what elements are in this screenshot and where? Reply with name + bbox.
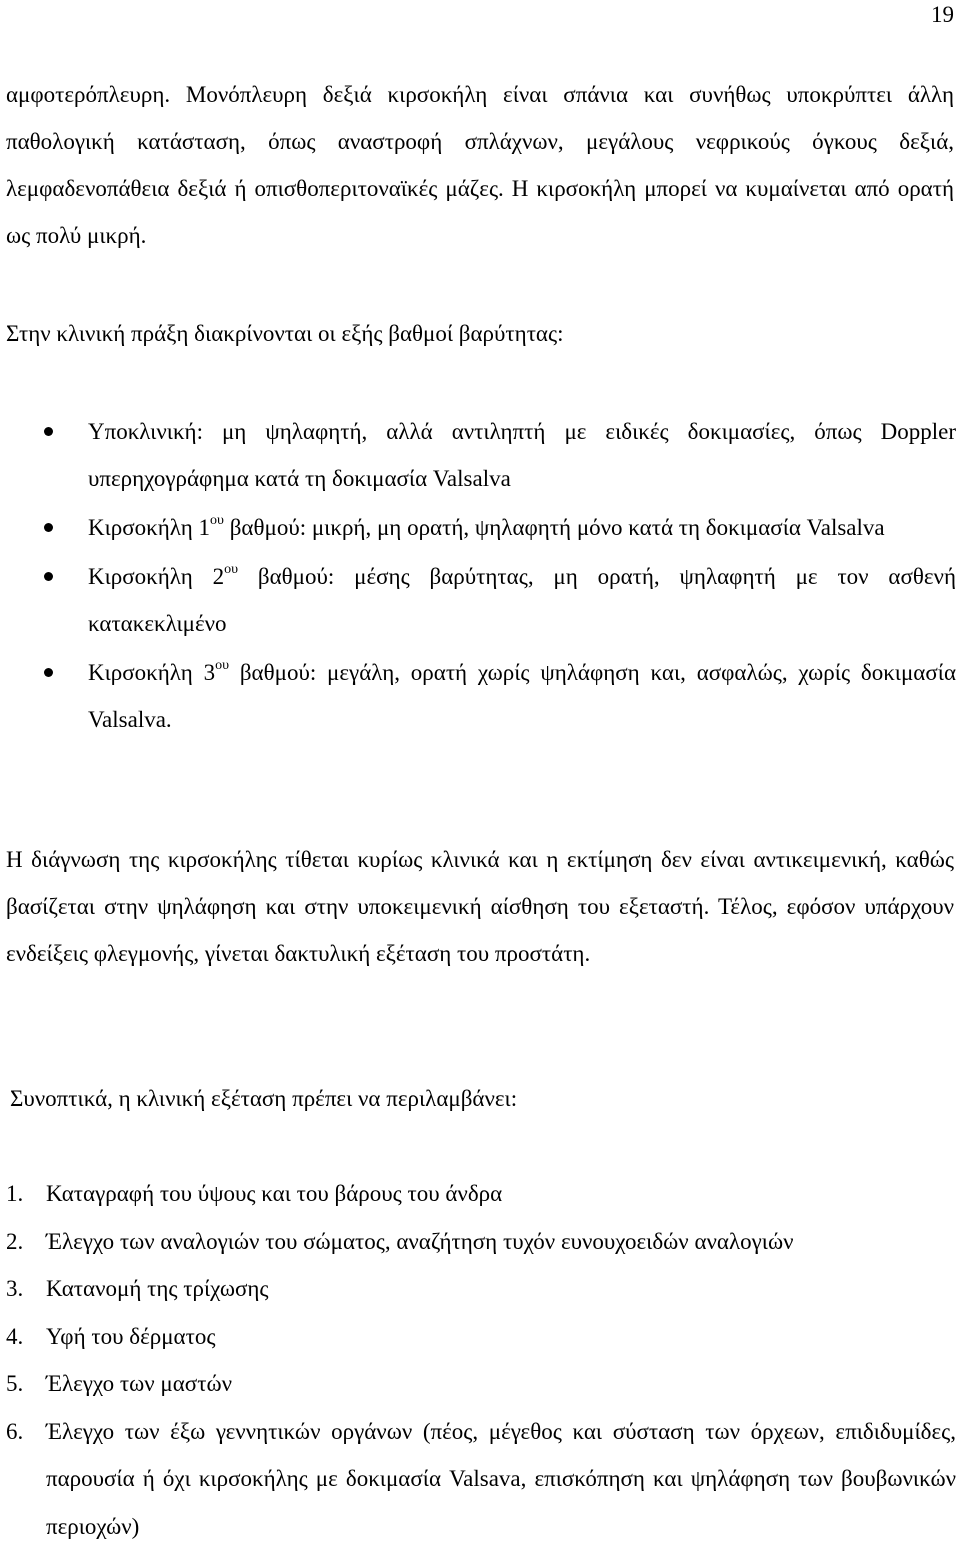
grade-text-pre: Κιρσοκήλη 1 [88,515,210,540]
grades-intro: Στην κλινική πράξη διακρίνονται οι εξής βαθμοί βαρύτητας: [6,310,954,357]
list-item [0,1313,956,1361]
list-item [0,1408,956,1550]
item-text: Κατανομή της τρίχωσης [46,1276,269,1301]
grade-text-pre: Κιρσοκήλη 2 [88,564,224,589]
grade-subclinical-text: Υποκλινική: μη ψηλαφητή, αλλά αντιληπτή με ειδικές δοκιμασίες, όπως Doppler υπερηχογράφημα κατά τη δοκιμασία Valsalva [88,419,956,491]
item-text: Έλεγχο των μαστών [46,1371,232,1396]
item-number: 3. [6,1265,23,1313]
item-text: Υφή του δέρματος [46,1324,215,1349]
list-item [0,553,956,647]
item-text: Καταγραφή του ύψους και του βάρους του άνδρα [46,1181,502,1206]
list-item [0,649,956,743]
bullet-icon [44,668,53,677]
grade-ordinal-suffix: ου [210,513,224,528]
grades-list [0,408,956,743]
item-text: Έλεγχο των αναλογιών του σώματος, αναζήτηση τυχόν ευνουχοειδών αναλογιών [46,1229,794,1254]
item-number: 5. [6,1360,23,1408]
grade-ordinal-suffix: ου [224,562,238,577]
paragraph-varicocele-side: αμφοτερόπλευρη. Μονόπλευρη δεξιά κιρσοκήλη είναι σπάνια και συνήθως υποκρύπτει άλλη παθολογική κατάσταση, όπως αναστροφή σπλάχνων, μεγάλους νεφρικούς όγκους δεξιά, λεμφαδενοπάθεια δεξιά ή οπισθοπεριτοναϊκές μάζες. Η κιρσοκήλη μπορεί να κυμαίνεται από ορατή ως πολύ μικρή. [6,71,954,259]
grade-text-post: βαθμού: μέσης βαρύτητας, μη ορατή, ψηλαφητή με τον ασθενή κατακεκλιμένο [88,564,956,636]
grade-text-post: βαθμού: μικρή, μη ορατή, ψηλαφητή μόνο κατά τη δοκιμασία Valsalva [224,515,885,540]
item-text: Έλεγχο των έξω γεννητικών οργάνων (πέος, μέγεθος και σύσταση των όρχεων, επιδιδυμίδες, παρουσία ή όχι κιρσοκήλης με δοκιμασία Valsava, επισκόπηση και ψηλάφηση των βουβωνικών περιοχών) [46,1419,956,1539]
grade-text-post: βαθμού: μεγάλη, ορατή χωρίς ψηλάφηση και, ασφαλώς, χωρίς δοκιμασία Valsalva. [88,660,956,732]
item-number: 6. [6,1408,23,1456]
item-number: 4. [6,1313,23,1361]
grade-ordinal-suffix: ου [215,658,229,673]
page-number: 19 [931,2,954,28]
item-number: 1. [6,1170,23,1218]
exam-list [0,1170,956,1550]
item-number: 2. [6,1218,23,1266]
list-item [0,1360,956,1408]
bullet-icon [44,523,53,532]
grade-text-pre: Κιρσοκήλη 3 [88,660,215,685]
exam-intro: Συνοπτικά, η κλινική εξέταση πρέπει να περιλαμβάνει: [10,1075,958,1122]
list-item [0,504,956,551]
list-item [0,1218,956,1266]
paragraph-diagnosis: Η διάγνωση της κιρσοκήλης τίθεται κυρίως κλινικά και η εκτίμηση δεν είναι αντικειμενική, καθώς βασίζεται στην ψηλάφηση και στην υποκειμενική αίσθηση του εξεταστή. Τέλος, εφόσον υπάρχουν ενδείξεις φλεγμονής, γίνεται δακτυλική εξέταση του προστάτη. [6,836,954,977]
bullet-icon [44,427,53,436]
bullet-icon [44,572,53,581]
list-item [0,1170,956,1218]
list-item [0,1265,956,1313]
list-item [0,408,956,502]
